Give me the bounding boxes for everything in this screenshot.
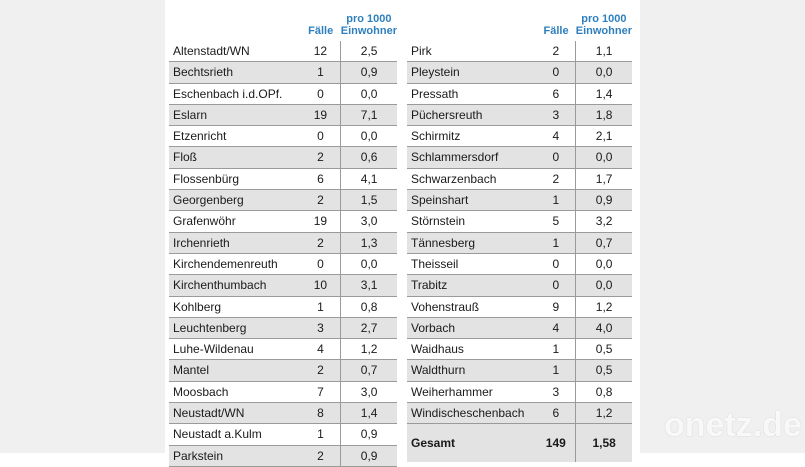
case-count: 3	[552, 107, 560, 122]
header-place	[407, 0, 536, 41]
place-name: Neustadt/WN	[173, 406, 245, 421]
place-name: Kohlberg	[173, 299, 222, 314]
per-1000-rate: 0,8	[341, 296, 397, 317]
header-cases: Fälle	[543, 25, 569, 37]
left-table-header	[169, 0, 397, 41]
place-name: Weiherhammer	[411, 384, 493, 399]
place-name: Windischeschenbach	[411, 406, 525, 421]
total-cases: 149	[545, 436, 566, 451]
case-count: 4	[317, 342, 324, 357]
per-1000-rate: 1,1	[576, 41, 632, 62]
place-name: Speinshart	[411, 193, 469, 208]
case-count: 12	[313, 44, 328, 58]
left-table-body	[169, 41, 397, 466]
right-table-header	[407, 0, 632, 41]
place-name: Vohenstrauß	[411, 299, 480, 314]
per-1000-rate: 0,0	[576, 275, 632, 296]
place-name: Pressath	[411, 86, 459, 101]
per-1000-rate: 1,8	[576, 104, 632, 125]
case-count: 4	[552, 129, 560, 144]
place-name: Luhe-Wildenau	[173, 342, 254, 357]
place-name: Leuchtenberg	[173, 320, 247, 335]
table-row	[169, 339, 397, 360]
data-sheet	[165, 0, 640, 463]
table-row	[169, 126, 397, 147]
case-count: 0	[552, 150, 560, 165]
case-count: 3	[317, 320, 324, 335]
table-row	[169, 275, 397, 296]
table-row	[407, 211, 632, 232]
place-name: Floß	[173, 150, 197, 165]
per-1000-rate: 0,0	[576, 62, 632, 83]
per-1000-rate: 1,5	[341, 190, 397, 211]
table-row	[407, 253, 632, 274]
place-name: Trabitz	[411, 278, 448, 293]
table-row	[169, 83, 397, 104]
table-row	[407, 296, 632, 317]
header-per1000	[341, 0, 397, 41]
case-count: 2	[552, 44, 560, 58]
table-row	[169, 296, 397, 317]
case-count: 2	[317, 235, 324, 250]
case-count: 3	[552, 384, 560, 399]
per-1000-rate: 0,0	[576, 253, 632, 274]
table-row	[407, 232, 632, 253]
place-name: Kirchenthumbach	[173, 278, 267, 293]
table-row	[169, 424, 397, 445]
per-1000-rate: 0,9	[341, 62, 397, 83]
table-row	[169, 360, 397, 381]
per-1000-rate: 1,4	[576, 83, 632, 104]
header-per1000-line1: pro 1000	[346, 13, 392, 25]
left-table	[169, 0, 397, 467]
table-row	[407, 403, 632, 424]
per-1000-rate: 0,7	[341, 360, 397, 381]
case-count: 1	[317, 65, 324, 80]
case-count: 10	[313, 278, 328, 293]
place-name: Schwarzenbach	[411, 171, 497, 186]
total-per1000: 1,58	[576, 424, 632, 463]
table-row	[407, 41, 632, 62]
place-name: Theisseil	[411, 256, 459, 271]
place-name: Kirchendemenreuth	[173, 256, 278, 271]
place-name: Schlammersdorf	[411, 150, 499, 165]
table-row	[169, 62, 397, 83]
place-name: Irchenrieth	[173, 235, 230, 250]
place-name: Eschenbach i.d.OPf.	[173, 86, 283, 101]
per-1000-rate: 1,2	[341, 339, 397, 360]
header-per1000	[576, 0, 632, 41]
case-count: 19	[313, 214, 328, 229]
per-1000-rate: 0,9	[341, 445, 397, 466]
per-1000-rate: 2,5	[341, 41, 397, 62]
case-count: 2	[317, 193, 324, 208]
per-1000-rate: 3,0	[341, 381, 397, 402]
left-margin	[0, 0, 165, 453]
case-count: 2	[552, 171, 560, 186]
right-margin	[640, 0, 805, 453]
onetz-logo: onetz.de	[664, 406, 802, 444]
case-count: 1	[552, 235, 560, 250]
per-1000-rate: 0,5	[576, 360, 632, 381]
table-row	[407, 339, 632, 360]
table-row	[407, 147, 632, 168]
table-row	[169, 253, 397, 274]
case-count: 6	[552, 86, 560, 101]
place-name: Püchersreuth	[411, 107, 483, 122]
place-name: Störnstein	[411, 214, 466, 229]
place-name: Vorbach	[411, 320, 456, 335]
table-row	[407, 381, 632, 402]
per-1000-rate: 2,1	[576, 126, 632, 147]
table-row	[169, 211, 397, 232]
table-row	[169, 147, 397, 168]
header-cases: Fälle	[308, 25, 334, 37]
per-1000-rate: 0,0	[341, 253, 397, 274]
per-1000-rate: 3,1	[341, 275, 397, 296]
per-1000-rate: 1,2	[576, 403, 632, 424]
per-1000-rate: 1,2	[576, 296, 632, 317]
per-1000-rate: 0,0	[341, 126, 397, 147]
case-count: 19	[313, 107, 328, 122]
case-count: 0	[552, 256, 560, 271]
place-name: Waldthurn	[411, 363, 466, 378]
total-row	[407, 424, 632, 463]
place-name: Tännesberg	[411, 235, 476, 250]
case-count: 0	[317, 129, 324, 144]
per-1000-rate: 0,8	[576, 381, 632, 402]
place-name: Moosbach	[173, 384, 229, 399]
case-count: 1	[552, 363, 560, 378]
place-name: Flossenbürg	[173, 171, 240, 186]
table-row	[407, 360, 632, 381]
total-label: Gesamt	[411, 436, 456, 451]
place-name: Altenstadt/WN	[173, 44, 250, 58]
right-table-body	[407, 41, 632, 424]
place-name: Grafenwöhr	[173, 214, 236, 229]
place-name: Eslarn	[173, 107, 208, 122]
table-row	[407, 126, 632, 147]
case-count: 4	[552, 320, 560, 335]
place-name: Bechtsrieth	[173, 65, 234, 80]
per-1000-rate: 4,0	[576, 317, 632, 338]
place-name: Parkstein	[173, 448, 224, 463]
place-name: Georgenberg	[173, 193, 244, 208]
table-row	[407, 275, 632, 296]
place-name: Neustadt a.Kulm	[173, 427, 262, 442]
place-name: Etzenricht	[173, 129, 227, 144]
table-row	[169, 41, 397, 62]
table-row	[169, 232, 397, 253]
place-name: Pirk	[411, 44, 432, 58]
header-per1000-line2: Einwohner	[575, 25, 632, 37]
case-count: 0	[317, 256, 324, 271]
case-count: 5	[552, 214, 560, 229]
table-row	[169, 445, 397, 466]
place-name: Mantel	[173, 363, 210, 378]
per-1000-rate: 0,7	[576, 232, 632, 253]
table-row	[407, 62, 632, 83]
case-count: 0	[552, 65, 560, 80]
case-count: 6	[552, 406, 560, 421]
per-1000-rate: 0,6	[341, 147, 397, 168]
header-place	[169, 0, 301, 41]
case-count: 0	[552, 278, 560, 293]
per-1000-rate: 7,1	[341, 104, 397, 125]
case-count: 1	[552, 193, 560, 208]
table-row	[169, 403, 397, 424]
case-count: 1	[317, 427, 324, 442]
right-table	[407, 0, 632, 462]
per-1000-rate: 0,0	[576, 147, 632, 168]
table-row	[407, 168, 632, 189]
per-1000-rate: 0,9	[341, 424, 397, 445]
place-name: Pleystein	[411, 65, 460, 80]
per-1000-rate: 4,1	[341, 168, 397, 189]
case-count: 6	[317, 171, 324, 186]
table-row	[169, 190, 397, 211]
table-row	[407, 83, 632, 104]
per-1000-rate: 0,5	[576, 339, 632, 360]
table-row	[169, 168, 397, 189]
table-row	[169, 317, 397, 338]
case-count: 2	[317, 363, 324, 378]
per-1000-rate: 2,7	[341, 317, 397, 338]
per-1000-rate: 0,9	[576, 190, 632, 211]
table-row	[407, 317, 632, 338]
case-count: 2	[317, 150, 324, 165]
place-name: Waidhaus	[411, 342, 464, 357]
case-count: 2	[317, 448, 324, 463]
table-row	[407, 190, 632, 211]
per-1000-rate: 1,3	[341, 232, 397, 253]
per-1000-rate: 3,0	[341, 211, 397, 232]
header-per1000-line2: Einwohner	[340, 25, 397, 37]
table-row	[169, 104, 397, 125]
table-row	[407, 104, 632, 125]
place-name: Schirmitz	[411, 129, 461, 144]
per-1000-rate: 1,4	[341, 403, 397, 424]
case-count: 7	[317, 384, 324, 399]
case-count: 1	[317, 299, 324, 314]
case-count: 8	[317, 406, 324, 421]
table-row	[169, 381, 397, 402]
case-count: 9	[552, 299, 560, 314]
per-1000-rate: 3,2	[576, 211, 632, 232]
per-1000-rate: 1,7	[576, 168, 632, 189]
per-1000-rate: 0,0	[341, 83, 397, 104]
case-count: 1	[552, 342, 560, 357]
header-per1000-line1: pro 1000	[581, 13, 627, 25]
case-count: 0	[317, 86, 324, 101]
